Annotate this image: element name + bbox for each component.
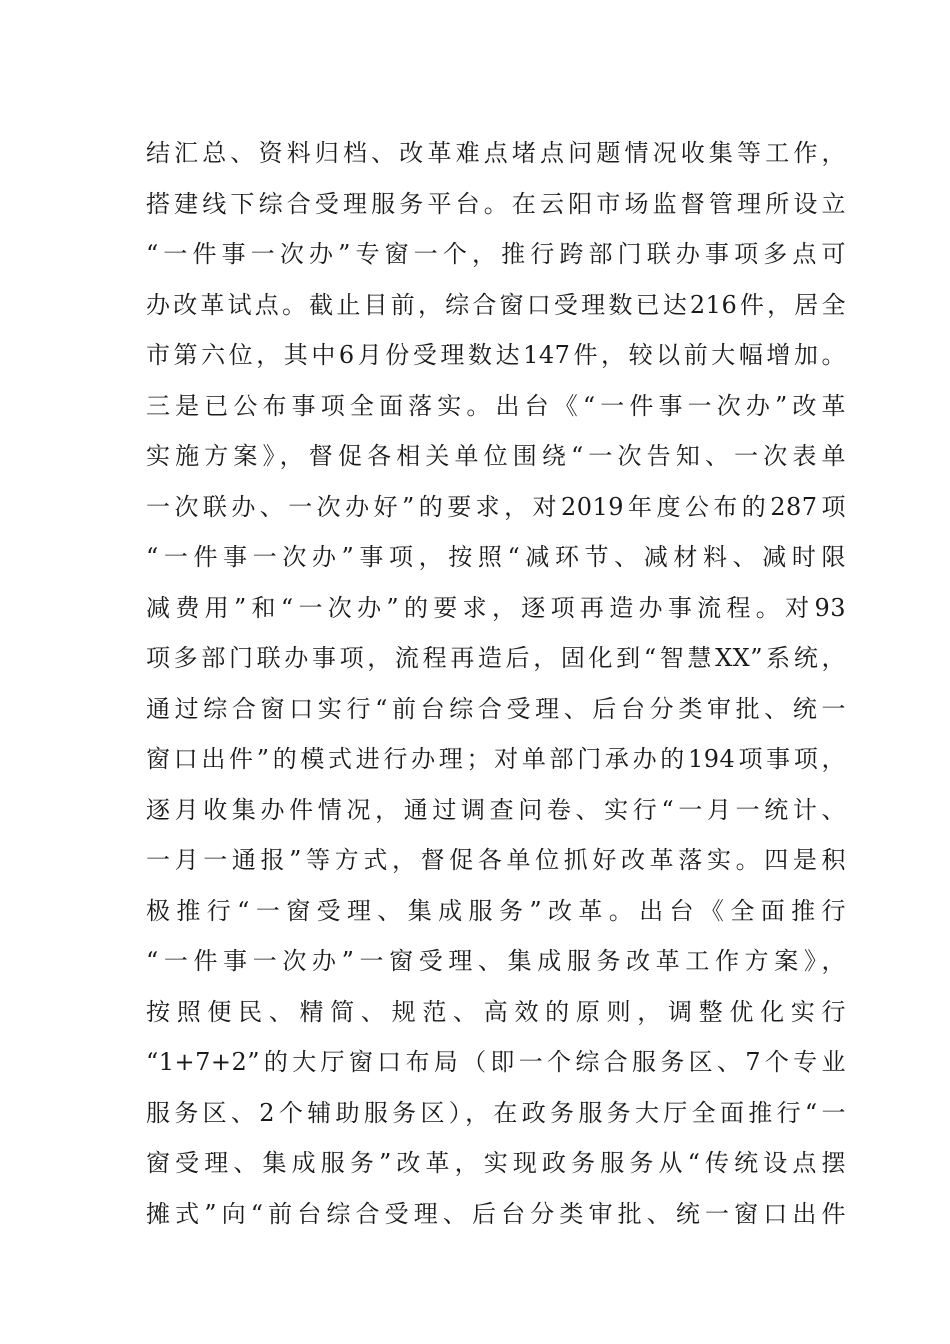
text-line: “1+7+2”的大厅窗口布局（即一个综合服务区、7个专业	[146, 1048, 846, 1076]
text-line: 极推行“一窗受理、集成服务”改革。出台《全面推行	[146, 896, 846, 925]
text-line: 项多部门联办事项，流程再造后，固化到“智慧XX”系统，	[146, 644, 846, 672]
text-line: “一件事一次办”专窗一个，推行跨部门联办事项多点可	[146, 240, 846, 268]
text-line: 实施方案》，督促各相关单位围绕“一次告知、一次表单	[146, 442, 846, 470]
text-line: 服务区、2个辅助服务区），在政务服务大厅全面推行“一	[146, 1098, 846, 1127]
text-line: 窗口出件”的模式进行办理；对单部门承办的194项事项，	[146, 745, 846, 773]
body-text	[146, 128, 846, 1239]
text-line: 逐月收集办件情况，通过调查问卷、实行“一月一统计、	[146, 795, 846, 824]
text-line: “一件事一次办”事项，按照“减环节、减材料、减时限	[146, 543, 846, 571]
text-line: 三是已公布事项全面落实。出台《“一件事一次办”改革	[146, 391, 846, 420]
text-line: 按照便民、精简、规范、高效的原则，调整优化实行	[146, 997, 846, 1026]
text-line: “一件事一次办”一窗受理、集成服务改革工作方案》，	[146, 947, 846, 975]
text-line: 摊式”向“前台综合受理、后台分类审批、统一窗口出件	[146, 1199, 846, 1228]
text-line: 一月一通报”等方式，督促各单位抓好改革落实。四是积	[146, 846, 846, 874]
text-line: 结汇总、资料归档、改革难点堵点问题情况收集等工作，	[146, 139, 846, 167]
text-line: 市第六位，其中6月份受理数达147件，较以前大幅增加。	[146, 341, 846, 369]
text-line: 办改革试点。截止目前，综合窗口受理数已达216件，居全	[146, 290, 846, 319]
text-line: 通过综合窗口实行“前台综合受理、后台分类审批、统一	[146, 694, 846, 723]
text-line: 搭建线下综合受理服务平台。在云阳市场监督管理所设立	[146, 189, 846, 218]
text-line: 一次联办、一次办好”的要求，对2019年度公布的287项	[146, 492, 846, 521]
text-line: 窗受理、集成服务”改革，实现政务服务从“传统设点摆	[146, 1149, 846, 1177]
text-line: 减费用”和“一次办”的要求，逐项再造办事流程。对93	[146, 593, 846, 622]
